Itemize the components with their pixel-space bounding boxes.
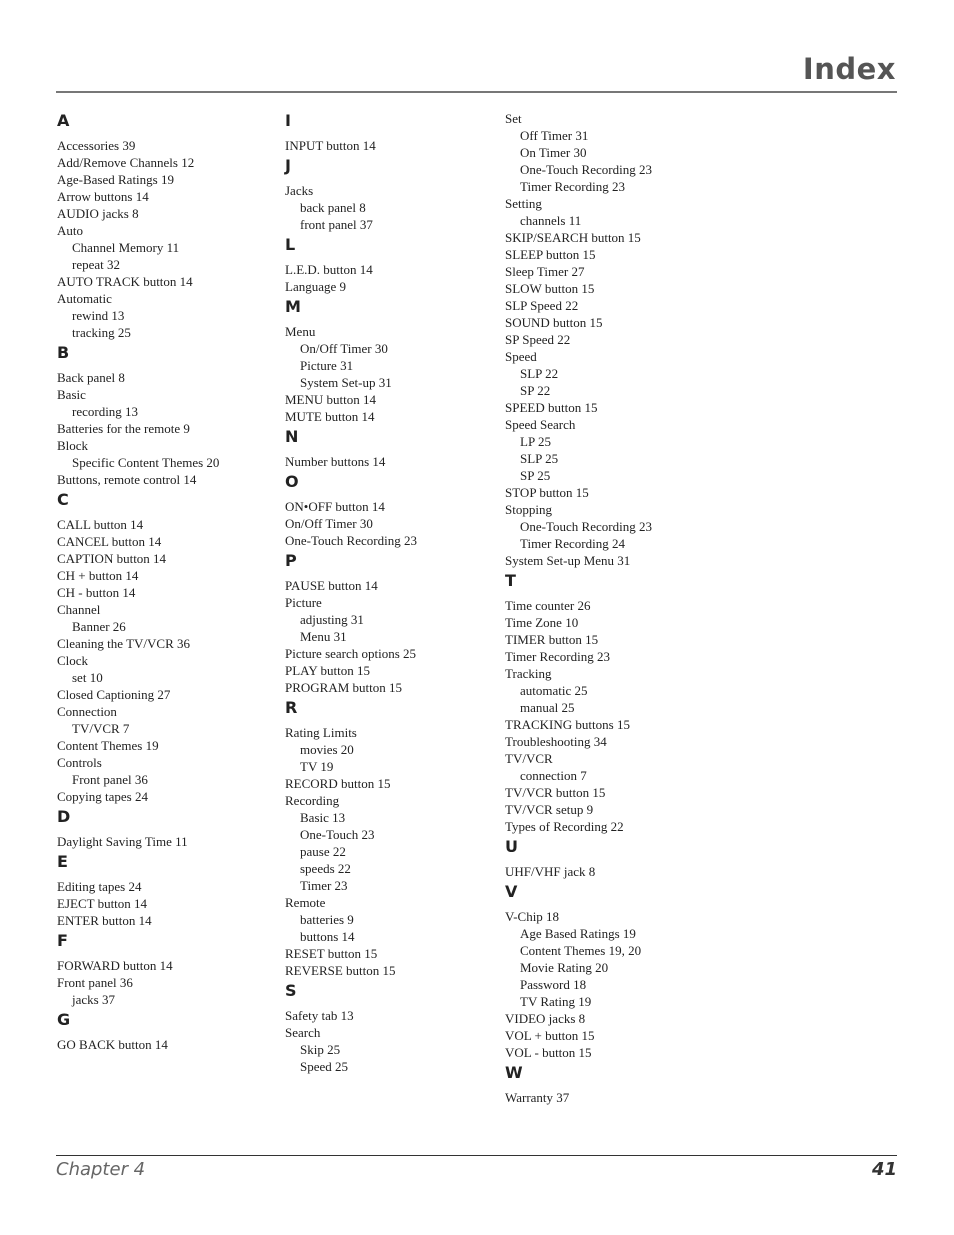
index-entry: Setting [505, 196, 542, 211]
index-entry: V-Chip 18 [505, 909, 560, 924]
footer-rule [56, 1155, 897, 1156]
index-subentry: Channel Memory 11 [72, 240, 180, 255]
section-letter: W [505, 1063, 523, 1082]
index-section [57, 489, 277, 805]
index-subentry: TV/VCR 7 [72, 721, 130, 736]
index-entry: Speed Search [505, 417, 576, 432]
index-subentry: manual 25 [520, 700, 575, 715]
index-entry: On/Off Timer 30 [285, 516, 373, 531]
index-entry: Set [505, 111, 522, 126]
header-rule [56, 91, 897, 93]
index-entry: EJECT button 14 [57, 896, 148, 911]
section-letter: D [57, 807, 71, 826]
index-subentry: On/Off Timer 30 [300, 341, 388, 356]
index-subentry: tracking 25 [72, 325, 131, 340]
index-entry: Time Zone 10 [505, 615, 579, 630]
index-entry: Auto [57, 223, 83, 238]
index-entry: VOL + button 15 [505, 1028, 595, 1043]
index-entry: GO BACK button 14 [57, 1037, 168, 1052]
index-entry: ENTER button 14 [57, 913, 152, 928]
section-letter: R [285, 698, 298, 717]
index-entry: Warranty 37 [505, 1090, 570, 1105]
index-entry: SKIP/SEARCH button 15 [505, 230, 641, 245]
index-section [285, 697, 495, 979]
index-entry: System Set-up Menu 31 [505, 553, 631, 568]
index-entry: Sleep Timer 27 [505, 264, 585, 279]
index-section [57, 342, 277, 488]
index-section [57, 806, 277, 850]
index-entry: CALL button 14 [57, 517, 144, 532]
index-entry: Daylight Saving Time 11 [57, 834, 188, 849]
index-entry: Language 9 [285, 279, 347, 294]
index-entry: RECORD button 15 [285, 776, 391, 791]
index-entry: TV/VCR [505, 751, 553, 766]
index-entry: CH - button 14 [57, 585, 136, 600]
section-letter: O [285, 472, 299, 491]
index-entry: Cleaning the TV/VCR 36 [57, 636, 191, 651]
index-entry: Number buttons 14 [285, 454, 386, 469]
index-subentry: Age Based Ratings 19 [520, 926, 636, 941]
index-section [505, 1062, 755, 1106]
index-entry: FORWARD button 14 [57, 958, 173, 973]
section-letter: G [57, 1010, 71, 1029]
page-title: Index [802, 52, 896, 86]
index-entry: Accessories 39 [57, 138, 136, 153]
index-subentry: One-Touch Recording 23 [520, 162, 652, 177]
index-entry: TV/VCR setup 9 [505, 802, 594, 817]
footer-chapter: Chapter 4 [56, 1159, 146, 1180]
index-entry: AUDIO jacks 8 [57, 206, 139, 221]
index-section [57, 110, 277, 341]
index-subentry: One-Touch Recording 23 [520, 519, 652, 534]
index-section [57, 1009, 277, 1053]
index-entry: Back panel 8 [57, 370, 125, 385]
index-subentry: front panel 37 [300, 217, 373, 232]
index-entry: SLP Speed 22 [505, 298, 579, 313]
index-entry: UHF/VHF jack 8 [505, 864, 596, 879]
index-entry: Picture search options 25 [285, 646, 417, 661]
index-section [285, 426, 495, 470]
index-subentry: connection 7 [520, 768, 587, 783]
index-entry: Search [285, 1025, 321, 1040]
index-entry: Time counter 26 [505, 598, 591, 613]
index-entry: Tracking [505, 666, 552, 681]
index-subentry: Speed 25 [300, 1059, 349, 1074]
index-entry: SOUND button 15 [505, 315, 603, 330]
index-entry: Stopping [505, 502, 552, 517]
index-entry: Arrow buttons 14 [57, 189, 149, 204]
index-entry: One-Touch Recording 23 [285, 533, 417, 548]
index-subentry: batteries 9 [300, 912, 354, 927]
index-entry: TRACKING buttons 15 [505, 717, 630, 732]
index-subentry: SLP 25 [520, 451, 559, 466]
index-entry: TIMER button 15 [505, 632, 599, 647]
index-entry: Closed Captioning 27 [57, 687, 171, 702]
index-entry: TV/VCR button 15 [505, 785, 606, 800]
index-entry: RESET button 15 [285, 946, 378, 961]
index-section [285, 550, 495, 696]
index-entry: MUTE button 14 [285, 409, 375, 424]
index-subentry: TV Rating 19 [520, 994, 592, 1009]
index-subentry: back panel 8 [300, 200, 366, 215]
index-subentry: adjusting 31 [300, 612, 364, 627]
index-entry: Buttons, remote control 14 [57, 472, 197, 487]
index-entry: SLOW button 15 [505, 281, 595, 296]
index-subentry: TV 19 [300, 759, 334, 774]
section-letter: A [57, 111, 70, 130]
index-subentry: repeat 32 [72, 257, 121, 272]
index-entry: Batteries for the remote 9 [57, 421, 190, 436]
index-subentry: Picture 31 [300, 358, 354, 373]
index-section [285, 110, 495, 154]
index-entry: INPUT button 14 [285, 138, 376, 153]
index-subentry: System Set-up 31 [300, 375, 392, 390]
index-entry: Types of Recording 22 [505, 819, 624, 834]
index-subentry: channels 11 [520, 213, 582, 228]
index-entry: Add/Remove Channels 12 [57, 155, 195, 170]
index-subentry: Front panel 36 [72, 772, 148, 787]
index-entry: REVERSE button 15 [285, 963, 396, 978]
index-subentry: Timer 23 [300, 878, 348, 893]
section-letter: C [57, 490, 69, 509]
index-section [285, 155, 495, 233]
index-entry: CANCEL button 14 [57, 534, 162, 549]
index-entry: Channel [57, 602, 101, 617]
index-entry: MENU button 14 [285, 392, 376, 407]
index-entry: Copying tapes 24 [57, 789, 148, 804]
index-subentry: movies 20 [300, 742, 354, 757]
index-subentry: rewind 13 [72, 308, 125, 323]
index-entry: VOL - button 15 [505, 1045, 592, 1060]
index-entry: Automatic [57, 291, 112, 306]
index-entry: Menu [285, 324, 316, 339]
index-entry: VIDEO jacks 8 [505, 1011, 586, 1026]
index-column-2 [285, 110, 495, 1075]
index-section [285, 296, 495, 425]
index-entry: Troubleshooting 34 [505, 734, 607, 749]
section-letter: U [505, 837, 518, 856]
index-column-3 [505, 110, 755, 1106]
index-section [285, 234, 495, 295]
index-entry: Speed [505, 349, 537, 364]
index-entry: Clock [57, 653, 89, 668]
index-entry: PLAY button 15 [285, 663, 370, 678]
index-subentry: buttons 14 [300, 929, 355, 944]
section-letter: B [57, 343, 70, 362]
index-subentry: speeds 22 [300, 861, 351, 876]
index-entry: Front panel 36 [57, 975, 133, 990]
index-subentry: Timer Recording 24 [520, 536, 625, 551]
index-subentry: SLP 22 [520, 366, 559, 381]
index-entry: Basic [57, 387, 86, 402]
index-entry: SLEEP button 15 [505, 247, 596, 262]
index-subentry: LP 25 [520, 434, 551, 449]
index-section [285, 471, 495, 549]
index-section [505, 570, 755, 835]
section-letter: T [505, 571, 516, 590]
section-letter: N [285, 427, 299, 446]
index-entry: Content Themes 19 [57, 738, 159, 753]
index-entry: Jacks [285, 183, 314, 198]
index-entry: Safety tab 13 [285, 1008, 354, 1023]
index-subentry: One-Touch 23 [300, 827, 375, 842]
index-entry: SPEED button 15 [505, 400, 598, 415]
index-entry: Recording [285, 793, 340, 808]
section-letter: J [285, 156, 291, 175]
section-letter: P [285, 551, 297, 570]
index-section [57, 851, 277, 929]
index-section [505, 836, 755, 880]
index-subentry: Password 18 [520, 977, 587, 992]
index-subentry: set 10 [72, 670, 103, 685]
index-entry: PAUSE button 14 [285, 578, 378, 593]
section-letter: F [57, 931, 68, 950]
index-column-1 [57, 110, 277, 1053]
index-subentry: Movie Rating 20 [520, 960, 609, 975]
index-subentry: pause 22 [300, 844, 346, 859]
index-subentry: SP 22 [520, 383, 551, 398]
index-subentry: Skip 25 [300, 1042, 341, 1057]
index-section [57, 930, 277, 1008]
index-entry: Picture [285, 595, 322, 610]
index-entry: STOP button 15 [505, 485, 589, 500]
index-entry: AUTO TRACK button 14 [57, 274, 193, 289]
index-subentry: Banner 26 [72, 619, 126, 634]
index-entry: Controls [57, 755, 102, 770]
index-entry: L.E.D. button 14 [285, 262, 373, 277]
section-letter: I [285, 111, 291, 130]
index-entry: Age-Based Ratings 19 [57, 172, 174, 187]
index-subentry: Menu 31 [300, 629, 347, 644]
index-subentry: SP 25 [520, 468, 551, 483]
index-entry: PROGRAM button 15 [285, 680, 403, 695]
index-subentry: Timer Recording 23 [520, 179, 625, 194]
index-entry: Connection [57, 704, 117, 719]
index-entry: SP Speed 22 [505, 332, 571, 347]
index-subentry: jacks 37 [72, 992, 115, 1007]
index-subentry: Content Themes 19, 20 [520, 943, 642, 958]
index-subentry: Specific Content Themes 20 [72, 455, 220, 470]
page-number: 41 [871, 1159, 897, 1180]
index-entry: Remote [285, 895, 326, 910]
index-section [285, 980, 495, 1075]
index-entry: Editing tapes 24 [57, 879, 142, 894]
index-entry: ON•OFF button 14 [285, 499, 385, 514]
index-entry: CAPTION button 14 [57, 551, 167, 566]
index-section [505, 881, 755, 1061]
section-letter: V [505, 882, 518, 901]
index-entry: Rating Limits [285, 725, 357, 740]
section-letter: L [285, 235, 296, 254]
index-subentry: Basic 13 [300, 810, 346, 825]
index-entry: CH + button 14 [57, 568, 139, 583]
index-subentry: recording 13 [72, 404, 139, 419]
index-subentry: automatic 25 [520, 683, 588, 698]
section-letter: E [57, 852, 68, 871]
index-subentry: On Timer 30 [520, 145, 587, 160]
index-entry: Block [57, 438, 89, 453]
section-letter: M [285, 297, 301, 316]
index-section [505, 110, 755, 569]
section-letter: S [285, 981, 297, 1000]
index-subentry: Off Timer 31 [520, 128, 589, 143]
index-entry: Timer Recording 23 [505, 649, 610, 664]
